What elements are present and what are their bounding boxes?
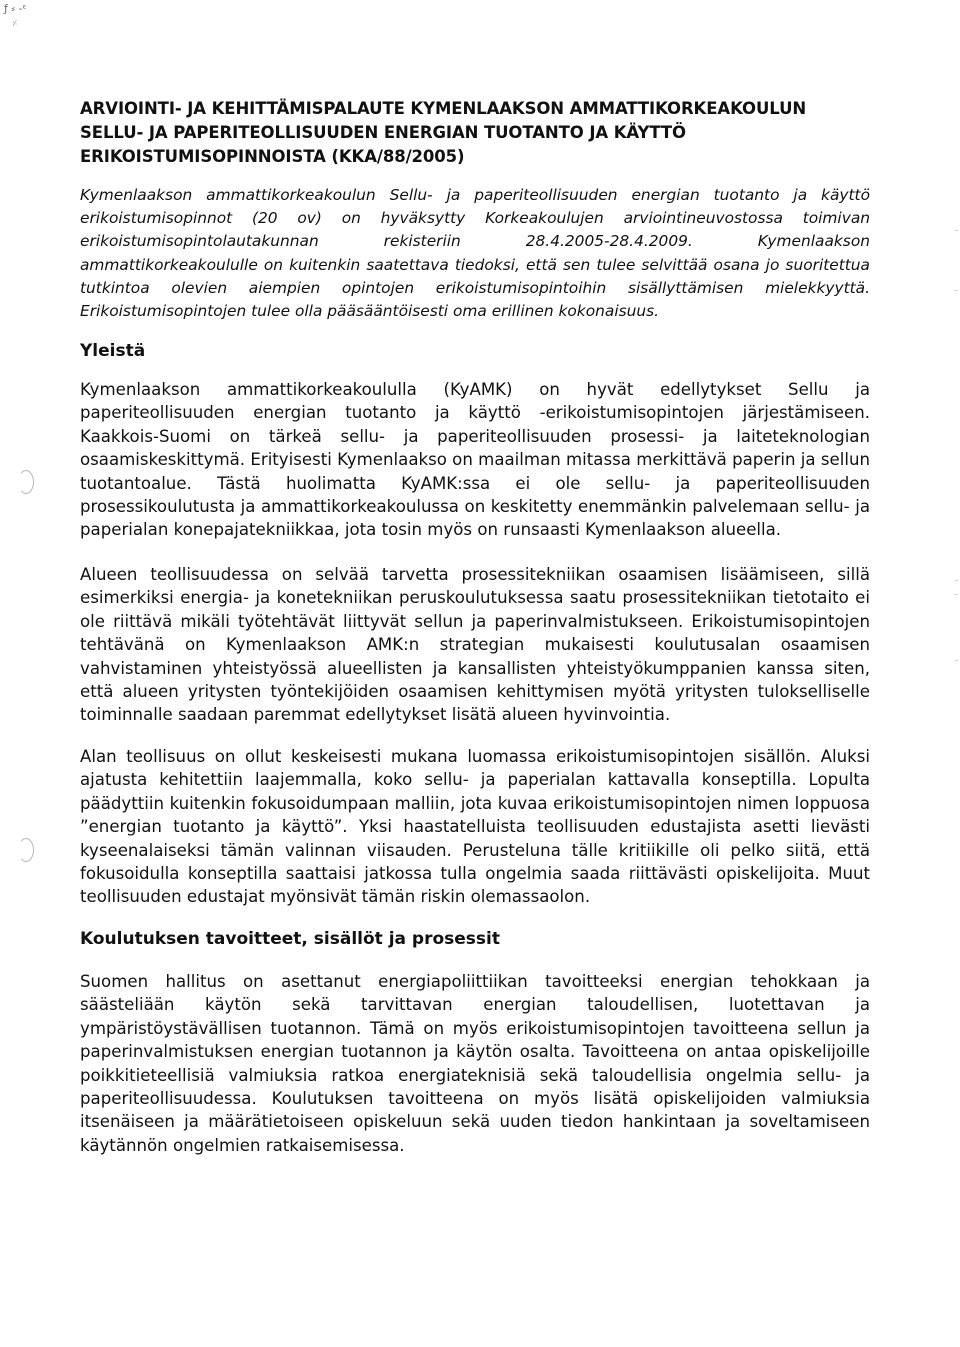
section-heading-general: Yleistä: [80, 341, 146, 361]
scan-edge-mark: [955, 230, 958, 231]
document-title: [80, 97, 840, 169]
body-paragraph: Alueen teollisuudessa on selvää tarvetta prosessitekniikan osaamisen lisäämiseen, sillä esimerkiksi energia- ja konetekniikan peruskoulutuksessa saatu prosessitekniikan tietotaito ei ole riittävä mikäli työtehtävät liittyvät sellun ja paperinvalmistukseen. Erikoistumisopintojen tehtävänä on Kymenlaakson AMK:n strategian mukaisesti koulutusalan osaamisen vahvistaminen yhteistyössä alueellisten ja kansallisten yhteistyökumppanien kanssa siten, että alueen yritysten työntekijöiden osaamisen kehittymisen myötä yritysten tulokselliselle toiminnalle saadaan paremmat edellytykset lisätä alueen hyvinvointia.: [80, 565, 870, 725]
title-line: ARVIOINTI- JA KEHITTÄMISPALAUTE KYMENLAAKSON AMMATTIKORKEAKOULUN: [80, 99, 807, 118]
scan-mark: ƒ ⸗ ‐ᵋ: [4, 2, 27, 15]
scan-edge-mark: [955, 660, 958, 661]
scan-edge-mark: [955, 290, 958, 291]
title-line: ERIKOISTUMISOPINNOISTA (KKA/88/2005): [80, 147, 465, 166]
section-heading-goals: Koulutuksen tavoitteet, sisällöt ja prosessit: [80, 929, 500, 949]
scan-edge-mark: [955, 594, 958, 595]
intro-paragraph: Kymenlaakson ammattikorkeakoulun Sellu- ja paperiteollisuuden energian tuotanto ja käyttö erikoistumisopinnot (20 ov) on hyväksytty Korkeakoulujen arviointineuvostossa toimivan erikoistumisopintolautakunnan rekisteriin 28.4.2005-28.4.2009. Kymenlaakson ammattikorkeakoululle on kuitenkin saatettava tiedoksi, että sen tulee selvittää osana jo suoritettua tutkintoa olevien aiempien opintojen erikoistumisopintoihin sisällyttämisen mielekkyyttä. Erikoistumisopintojen tulee olla pääsääntöisesti oma erillinen kokonaisuus.: [80, 186, 870, 321]
body-paragraph: Suomen hallitus on asettanut energiapoliittiikan tavoitteeksi energian tehokkaan ja säästeliään käytön sekä tarvittavan energian taloudellisen, luotettavan ja ympäristöystävällisen tuotannon. Tämä on myös erikoistumisopintojen tavoitteena sellun ja paperinvalmistuksen energian tuotannon ja käytön osalta. Tavoitteena on antaa opiskelijoille poikkitieteellisiä valmiuksia ratkoa energiateknisiä sekä taloudellisia ongelmia sellu- ja paperiteollisuudessa. Koulutuksen tavoitteena on myös lisätä opiskelijoiden valmiuksia itsenäiseen ja määrätietoiseen opiskeluun sekä uuden tiedon hankintaan ja soveltamiseen käytännön ongelmien ratkaisemisessa.: [80, 972, 870, 1155]
punch-hole-mark: [18, 838, 34, 862]
body-paragraph: Alan teollisuus on ollut keskeisesti mukana luomassa erikoistumisopintojen sisällön. Aluksi ajatusta kehitettiin laajemmalla, koko sellu- ja paperialan kattavalla konseptilla. Lopulta päädyttiin kuitenkin fokusoidumpaan malliin, jota kuvaa erikoistumisopintojen nimen loppuosa ”energian tuotanto ja käyttö”. Yksi haastatelluista teollisuuden edustajista asetti lievästi kyseenalaiseksi tämän valinnan viisauden. Perusteluna tälle kritiikille oli pelko siitä, että fokusoidulla konseptilla saattaisi jatkossa tulla ongelmia saada riittävästi opiskelijoita. Muut teollisuuden edustajat myönsivät tämän riskin olemassaolon.: [80, 747, 870, 907]
scan-mark: ⸓: [12, 19, 18, 28]
scan-edge-mark: [955, 580, 958, 581]
title-line: SELLU- JA PAPERITEOLLISUUDEN ENERGIAN TUOTANTO JA KÄYTTÖ: [80, 123, 686, 142]
punch-hole-mark: [18, 470, 34, 494]
body-paragraph: Kymenlaakson ammattikorkeakoululla (KyAMK) on hyvät edellytykset Sellu ja paperiteollisuuden energian tuotanto ja käyttö -erikoistumisopintojen järjestämiseen. Kaakkois-Suomi on tärkeä sellu- ja paperiteollisuuden prosessi- ja laiteteknologian osaamiskeskittymä. Erityisesti Kymenlaakso on maailman mitassa merkittävä paperin ja sellun tuotantoalue. Tästä huolimatta KyAMK:ssa ei ole sellu- ja paperiteollisuuden prosessikoulutusta ja ammattikorkeakoulussa on keskitetty enemmänkin palvelemaan sellu- ja paperialan konepajatekniikkaa, jota tosin myös on runsaasti Kymenlaakson alueella.: [80, 380, 870, 540]
